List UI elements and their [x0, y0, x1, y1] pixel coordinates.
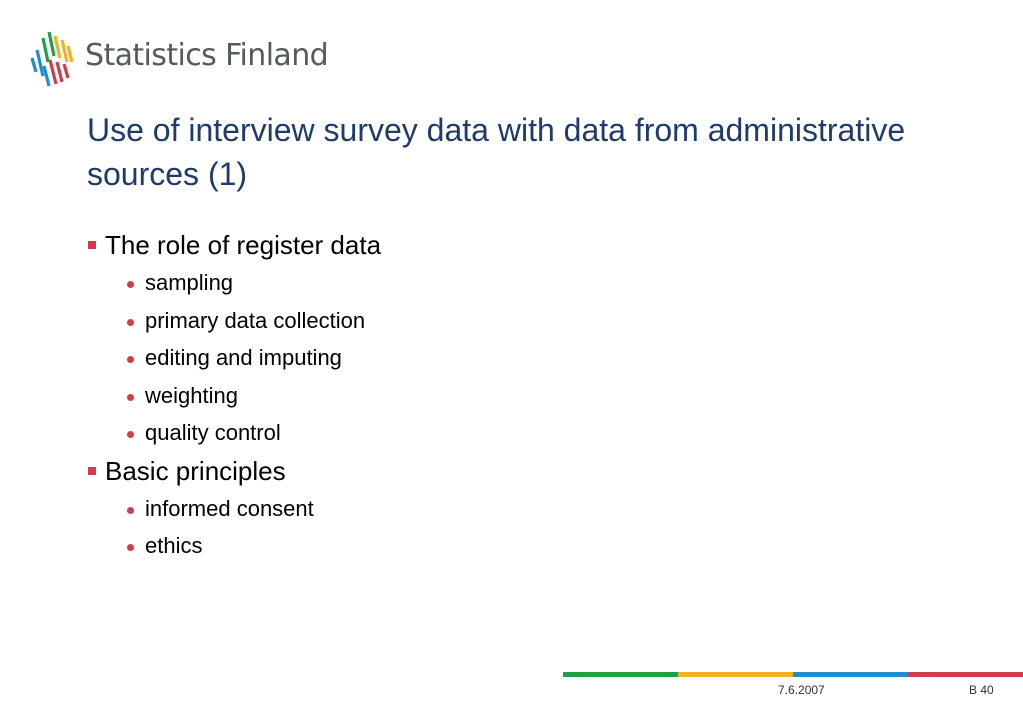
- brand-name: Statistics Finland: [85, 38, 329, 73]
- footer-bar-yellow: [678, 672, 793, 677]
- footer-date: 7.6.2007: [778, 683, 825, 697]
- footer-color-bar: [563, 672, 1023, 677]
- section-heading: [87, 226, 907, 264]
- list-item-text: weighting: [145, 382, 238, 408]
- list-item-text: sampling: [145, 270, 234, 295]
- footer-bar-red: [908, 672, 1023, 677]
- bullet-list: [87, 226, 907, 565]
- statistics-finland-bars-icon: [28, 28, 78, 92]
- square-bullet-icon: [88, 467, 96, 475]
- page-number: B 40: [969, 683, 994, 697]
- dot-bullet-icon: [127, 507, 134, 514]
- list-item: [87, 377, 907, 415]
- footer-bar-green: [563, 672, 678, 677]
- list-item: [87, 264, 907, 302]
- dot-bullet-icon: [127, 431, 134, 438]
- list-item: [87, 414, 907, 452]
- list-item-text: quality control: [145, 420, 281, 445]
- list-item: [87, 339, 907, 377]
- section-heading: [87, 452, 907, 490]
- section-heading-text: Basic principles: [105, 455, 286, 486]
- dot-bullet-icon: [127, 356, 134, 363]
- list-item: [87, 527, 907, 565]
- section-heading-text: The role of register data: [105, 230, 382, 260]
- dot-bullet-icon: [127, 281, 134, 288]
- list-item-text: ethics: [145, 533, 203, 558]
- dot-bullet-icon: [127, 394, 134, 401]
- footer-bar-blue: [793, 672, 908, 677]
- statistics-finland-logo: [28, 28, 358, 92]
- dot-bullet-icon: [127, 544, 134, 551]
- dot-bullet-icon: [127, 319, 134, 326]
- list-item: [87, 490, 907, 528]
- list-item-text: editing and imputing: [145, 345, 342, 370]
- list-item-text: primary data collection: [145, 307, 366, 333]
- list-item-text: informed consent: [145, 495, 314, 521]
- square-bullet-icon: [88, 241, 96, 249]
- list-item: [87, 302, 907, 340]
- slide-title: Use of interview survey data with data from administrative sources (1): [87, 112, 906, 192]
